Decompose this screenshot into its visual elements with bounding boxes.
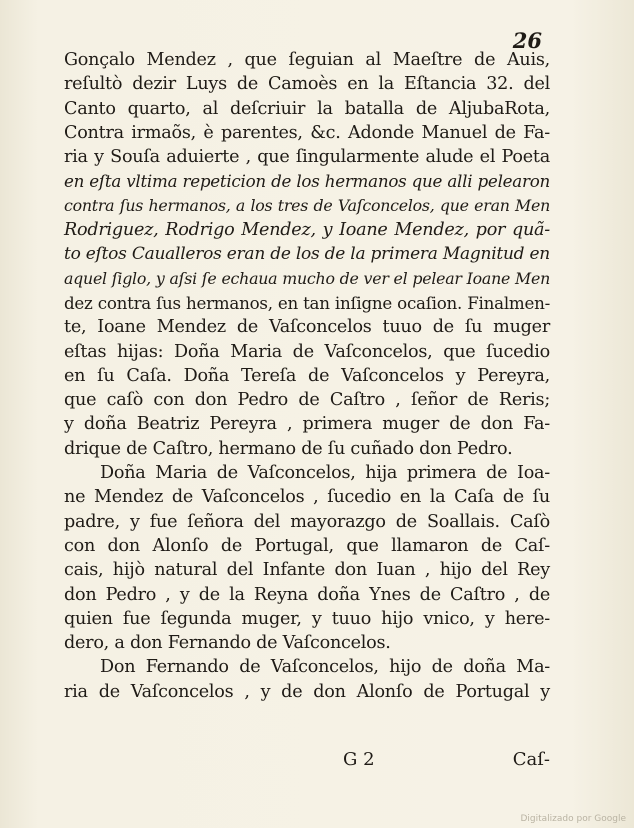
text-line: con don Alonſo de Portugal, que llamaron de Caſ- — [64, 535, 550, 556]
text-line: don Pedro , y de la Reyna doña Ynes de Caſtro , de — [64, 584, 550, 605]
text-line: contra ſus hermanos, a los tres de Vaſconcelos, que eran Men — [64, 195, 550, 215]
text-line: te, Ioane Mendez de Vaſconcelos tuuo de ſu muger — [64, 317, 550, 338]
text-line: eſtas hijas: Doña Maria de Vaſconcelos, que ſucedio — [64, 341, 550, 362]
text-line: Don Fernando de Vaſconcelos, hijo de doña Ma- — [100, 657, 550, 678]
text-line: Doña Maria de Vaſconcelos, hija primera de Ioa- — [100, 463, 550, 484]
text-line: en eſta vltima repeticion de los hermanos que alli pelearon — [64, 171, 550, 192]
text-line: drique de Caſtro, hermano de ſu cuñado don Pedro. — [64, 438, 513, 459]
text-line: dero, a don Fernando de Vaſconcelos. — [64, 633, 391, 654]
text-line: y doña Beatriz Pereyra , primera muger de don Fa- — [64, 414, 550, 435]
catchword: Caſ- — [512, 749, 550, 770]
text-line: quien fue ſegunda muger, y tuuo hijo vnico, y here- — [64, 608, 550, 629]
body-text — [64, 48, 550, 704]
text-line: dez contra ſus hermanos, en tan inſigne ocaſion. Finalmen- — [64, 292, 550, 313]
digitization-watermark: Digitalizado por Google — [520, 814, 626, 824]
text-line: to eſtos Caualleros eran de los de la primera Magnitud en — [64, 244, 550, 265]
text-line: padre, y fue ſeñora del mayorazgo de Soallais. Caſò — [64, 511, 550, 532]
text-line: Rodriguez, Rodrigo Mendez, y Ioane Mendez, por quã- — [64, 220, 550, 241]
text-line: ria de Vaſconcelos , y de don Alonſo de Portugal y — [64, 681, 550, 702]
text-line: que caſò con don Pedro de Caſtro , ſeñor de Reris; — [64, 390, 550, 411]
text-line: Gonçalo Mendez , que ſeguian al Maeſtre de Auis, — [64, 50, 550, 70]
printer-signature: G 2 — [343, 749, 375, 770]
text-line: ria y Souſa aduierte , que ſingularmente alude el Poeta — [64, 147, 550, 168]
text-line: Canto quarto, al deſcriuir la batalla de AljubaRota, — [64, 98, 550, 119]
text-line: aquel ſiglo, y aſsi ſe echaua mucho de ver el pelear Ioane Men — [64, 268, 550, 288]
text-line: cais, hijò natural del Infante don Iuan , hijo del Rey — [64, 560, 550, 581]
text-line: reſultò dezir Luys de Camoès en la Eſtancia 32. del — [64, 74, 550, 95]
text-line: ne Mendez de Vaſconcelos , ſucedio en la Caſa de ſu — [64, 487, 550, 508]
text-line: Contra irmaõs, è parentes, &c. Adonde Manuel de Fa- — [64, 122, 550, 143]
text-line: en ſu Caſa. Doña Tereſa de Vaſconcelos y Pereyra, — [64, 365, 550, 386]
page-number: 26 — [512, 28, 542, 53]
